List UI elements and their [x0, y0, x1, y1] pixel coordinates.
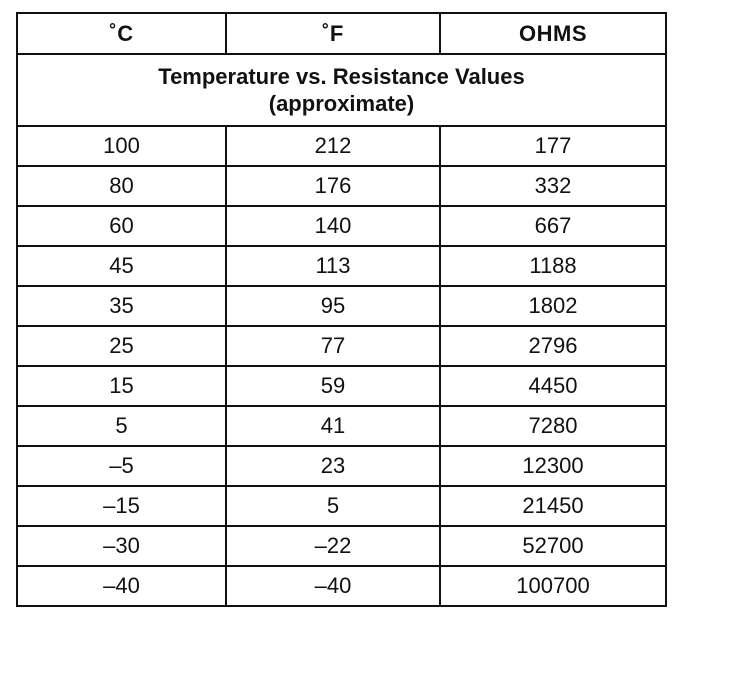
table-row — [17, 446, 666, 486]
column-header-celsius: ˚C — [17, 13, 226, 54]
table-row — [17, 246, 666, 286]
table-row — [17, 566, 666, 606]
celsius-cell: 5 — [17, 406, 226, 446]
table-row — [17, 126, 666, 166]
celsius-cell: 15 — [17, 366, 226, 406]
ohms-cell: 2796 — [440, 326, 666, 366]
header-row — [17, 13, 666, 54]
ohms-cell: 4450 — [440, 366, 666, 406]
table-row — [17, 526, 666, 566]
fahrenheit-cell: –40 — [226, 566, 440, 606]
column-header-fahrenheit: ˚F — [226, 13, 440, 54]
ohms-cell: 21450 — [440, 486, 666, 526]
table-row — [17, 366, 666, 406]
fahrenheit-cell: 140 — [226, 206, 440, 246]
fahrenheit-cell: 95 — [226, 286, 440, 326]
table-title — [17, 54, 666, 126]
ohms-cell: 332 — [440, 166, 666, 206]
ohms-cell: 52700 — [440, 526, 666, 566]
fahrenheit-cell: 77 — [226, 326, 440, 366]
ohms-cell: 12300 — [440, 446, 666, 486]
fahrenheit-cell: 176 — [226, 166, 440, 206]
celsius-cell: 100 — [17, 126, 226, 166]
table-row — [17, 166, 666, 206]
celsius-cell: 60 — [17, 206, 226, 246]
celsius-cell: –40 — [17, 566, 226, 606]
fahrenheit-cell: 41 — [226, 406, 440, 446]
title-row — [17, 54, 666, 126]
celsius-cell: –5 — [17, 446, 226, 486]
table-title-line-2: (approximate) — [268, 91, 415, 116]
celsius-cell: 80 — [17, 166, 226, 206]
fahrenheit-cell: –22 — [226, 526, 440, 566]
table-row — [17, 326, 666, 366]
ohms-cell: 1802 — [440, 286, 666, 326]
ohms-cell: 7280 — [440, 406, 666, 446]
fahrenheit-cell: 59 — [226, 366, 440, 406]
celsius-cell: –15 — [17, 486, 226, 526]
fahrenheit-cell: 113 — [226, 246, 440, 286]
table-row — [17, 406, 666, 446]
celsius-cell: 25 — [17, 326, 226, 366]
column-header-ohms: OHMS — [440, 13, 666, 54]
celsius-cell: 35 — [17, 286, 226, 326]
ohms-cell: 667 — [440, 206, 666, 246]
table-row — [17, 286, 666, 326]
ohms-cell: 100700 — [440, 566, 666, 606]
temperature-resistance-table-container — [16, 12, 665, 607]
fahrenheit-cell: 5 — [226, 486, 440, 526]
celsius-cell: –30 — [17, 526, 226, 566]
ohms-cell: 1188 — [440, 246, 666, 286]
celsius-cell: 45 — [17, 246, 226, 286]
fahrenheit-cell: 212 — [226, 126, 440, 166]
table-title-line-1: Temperature vs. Resistance Values — [158, 64, 525, 89]
ohms-cell: 177 — [440, 126, 666, 166]
table-row — [17, 486, 666, 526]
table-row — [17, 206, 666, 246]
temperature-resistance-table — [16, 12, 667, 607]
fahrenheit-cell: 23 — [226, 446, 440, 486]
